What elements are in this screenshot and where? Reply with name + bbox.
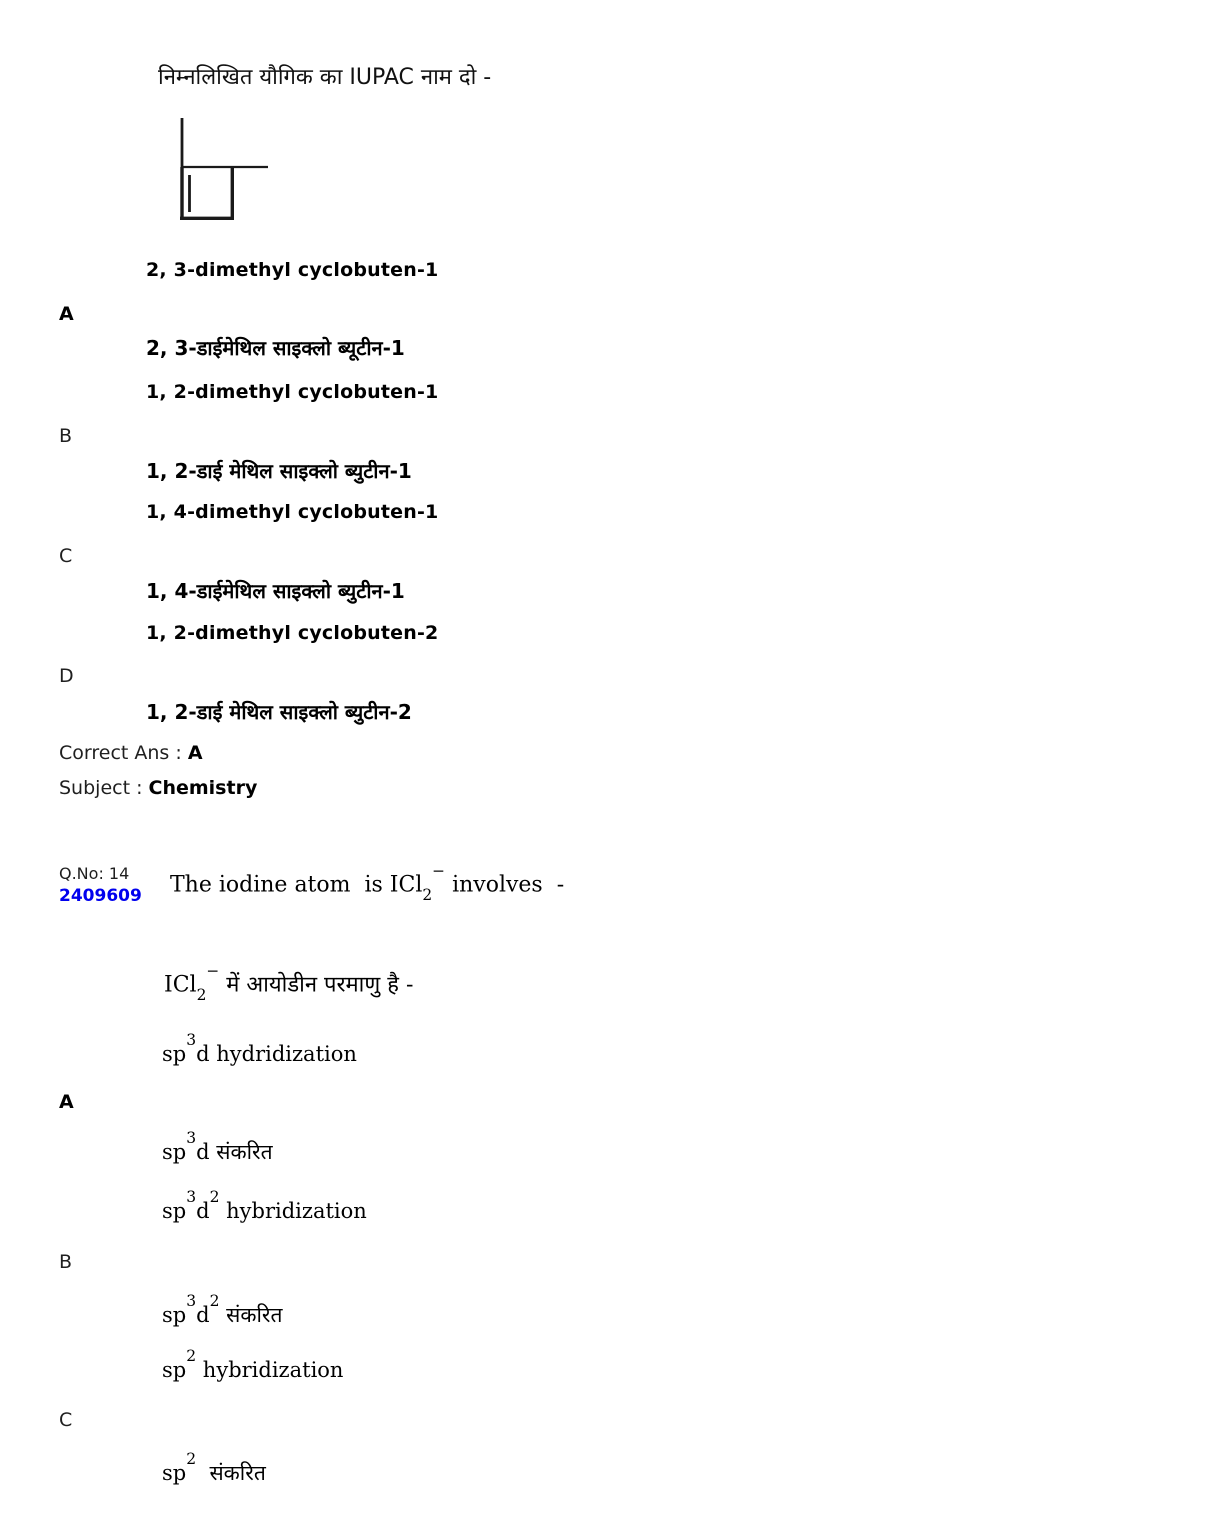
formula-sup2: 2 xyxy=(209,1188,220,1207)
q14-option-a-text-en xyxy=(162,1031,357,1067)
q13-option-a-text-en: 2, 3-dimethyl cyclobuten-1 xyxy=(146,259,439,281)
q14-option-label-c: C xyxy=(59,1409,73,1431)
q14-option-a-text-hi xyxy=(162,1129,273,1165)
q13-option-b-text-en: 1, 2-dimethyl cyclobuten-1 xyxy=(146,381,439,403)
q13-option-b-text-hi: 1, 2-डाई मेथिल साइक्लो ब्युटीन-1 xyxy=(146,459,412,483)
q14-question-text-hi xyxy=(164,962,414,1005)
q14-hi-pre: ICl xyxy=(164,972,197,998)
q14-question-text-en xyxy=(170,862,565,905)
q13-option-c-text-en: 1, 4-dimethyl cyclobuten-1 xyxy=(146,501,439,523)
q14-option-label-b: B xyxy=(59,1251,73,1273)
q13-option-label-b: B xyxy=(59,425,73,447)
q14-option-c-text-hi xyxy=(162,1450,266,1486)
formula-rest: d hydridization xyxy=(196,1042,357,1066)
correct-ans-value: A xyxy=(187,742,203,764)
q14-option-c-text-en xyxy=(162,1347,344,1383)
subject-value: Chemistry xyxy=(148,777,258,799)
q13-correct-answer-line xyxy=(59,742,203,766)
formula-base: sp xyxy=(162,1140,187,1164)
formula-rest: hybridization xyxy=(196,1358,344,1382)
formula-rest: संकरित xyxy=(196,1461,266,1485)
q14-option-label-a: A xyxy=(59,1091,74,1113)
q14-option-b-text-en xyxy=(162,1188,367,1224)
formula-mid: d xyxy=(196,1303,210,1327)
q13-option-d-text-en: 1, 2-dimethyl cyclobuten-2 xyxy=(146,622,439,644)
q13-option-label-c: C xyxy=(59,545,73,567)
formula-sup2: 2 xyxy=(209,1292,220,1311)
q14-en-superscript: − xyxy=(432,862,446,881)
q14-en-subscript: 2 xyxy=(422,886,433,905)
formula-rest: hybridization xyxy=(219,1199,367,1223)
formula-sup: 3 xyxy=(186,1031,197,1050)
formula-sup: 3 xyxy=(186,1292,197,1311)
q14-option-b-text-hi xyxy=(162,1292,283,1328)
q13-option-label-d: D xyxy=(59,665,74,687)
formula-sup: 2 xyxy=(186,1450,197,1469)
q13-compound-structure-drawing xyxy=(175,112,275,227)
q13-question-text-hindi: निम्नलिखित यौगिक का IUPAC नाम दो - xyxy=(158,65,492,90)
formula-rest: संकरित xyxy=(219,1303,283,1327)
formula-base: sp xyxy=(162,1303,187,1327)
formula-sup: 3 xyxy=(186,1188,197,1207)
formula-sup: 3 xyxy=(186,1129,197,1148)
q13-option-a-text-hi: 2, 3-डाईमेथिल साइक्लो ब्यूटीन-1 xyxy=(146,336,405,360)
q14-en-post: involves - xyxy=(445,872,565,898)
q14-hi-subscript: 2 xyxy=(196,986,207,1005)
q13-option-c-text-hi: 1, 4-डाईमेथिल साइक्लो ब्युटीन-1 xyxy=(146,579,405,603)
formula-base: sp xyxy=(162,1461,187,1485)
formula-base: sp xyxy=(162,1358,187,1382)
correct-ans-label: Correct Ans : xyxy=(59,742,188,764)
q14-en-pre: The iodine atom is ICl xyxy=(170,872,423,898)
q13-subject-line xyxy=(59,777,257,801)
formula-rest: d संकरित xyxy=(196,1140,273,1164)
q13-option-label-a: A xyxy=(59,303,74,325)
q13-option-d-text-hi: 1, 2-डाई मेथिल साइक्लो ब्युटीन-2 xyxy=(146,700,412,724)
subject-label: Subject : xyxy=(59,777,149,799)
formula-mid: d xyxy=(196,1199,210,1223)
q14-hi-post: में आयोडीन परमाणु है - xyxy=(219,972,414,998)
q14-question-number: Q.No: 14 xyxy=(59,864,130,883)
formula-base: sp xyxy=(162,1042,187,1066)
q14-hi-superscript: − xyxy=(206,962,220,981)
formula-base: sp xyxy=(162,1199,187,1223)
q14-question-id: 2409609 xyxy=(59,886,142,906)
formula-sup: 2 xyxy=(186,1347,197,1366)
